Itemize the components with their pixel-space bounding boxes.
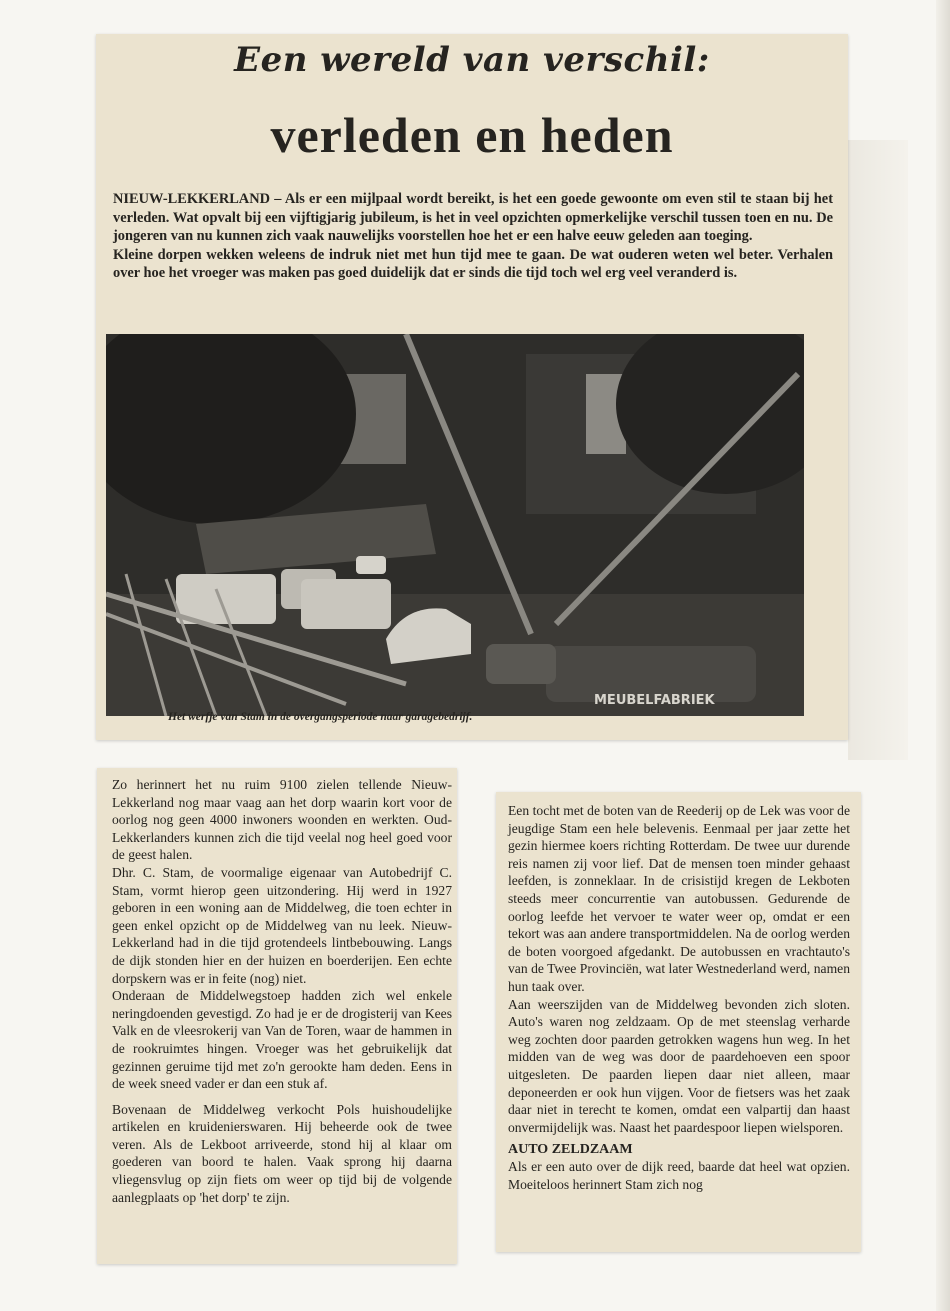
page-edge xyxy=(936,0,950,1311)
lead-paragraph: Kleine dorpen wekken weleens de indruk niet met hun tijd mee te gaan. De wat ouderen weten wel beter. Verhalen over hoe het vroeger was maken pas goed duidelijk dat er sinds die tijd toch wel erg veel veranderd is. xyxy=(113,246,833,281)
body-paragraph: Aan weerszijden van de Middelweg bevonden zich sloten. Auto's waren nog zeldzaam. Op de met steenslag verharde weg zochten door paarden getrokken wagens hun weg. In het midden van de weg was door de paardehoeven een spoor uitgesleten. De paarden liepen daar niet alleen, maar deponeerden er ook hun vijgen. Voor de fietsers was het zaak daar niet in terecht te komen, omdat een valpartij dan haast onvermijdelijk was. Naast het paardespoor liepen wielsporen. xyxy=(508,996,850,1135)
article-lead xyxy=(113,190,833,283)
truck-lettering: MEUBELFABRIEK xyxy=(594,693,715,708)
paragraph-gap xyxy=(112,1093,452,1101)
lead-paragraph: NIEUW-LEKKERLAND – Als er een mijlpaal wordt bereikt, is het een goede gewoonte om even stil te staan bij het verleden. Wat opvalt bij een vijftigjarig jubileum, is het in veel opzichten opmerkelijke verschil tussen toen en nu. De jongeren van nu kunnen zich vaak nauwelijks voorstellen hoe het er een halve eeuw geleden aan toeging. xyxy=(113,191,833,244)
section-subhead: AUTO ZELDZAAM xyxy=(508,1142,633,1158)
body-paragraph: Een tocht met de boten van de Reederij op de Lek was voor de jeugdige Stam een hele belevenis. Eenmaal per jaar zette het gezin hiermee koers richting Rotterdam. De twee uur durende reis namen zij voor lief. Dat de mensen toen minder gehaast leefden, is zonneklaar. In de crisistijd kregen de Lekboten steeds meer concurrentie van autobussen. Gedurende de oorlog leefde het vervoer te water weer op, omdat er een tekort was aan andere transportmiddelen. Na de oorlog werden de boten voorgoed afgedankt. De autobussen en vrachtauto's van de Twee Provinciën, wat later Westnederland werd, namen hun taak over. xyxy=(508,803,850,994)
article-headline: verleden en heden xyxy=(270,107,674,163)
article-photo xyxy=(106,334,804,716)
right-column xyxy=(508,802,850,1193)
photo-caption: Het werfje van Stam in de overgangsperiode naar garagebedrijf. xyxy=(168,711,473,723)
body-paragraph: Onderaan de Middelwegstoep hadden zich wel enkele neringdoenden gevestigd. Zo had je er de drogisterij van Kees Valk en de vleesrokerij van Van de Toren, waar de hammen in de rookruimtes hingen. Vroeger was het gebruikelijk dat gezinnen geruime tijd met zo'n gerookte ham deden. Eens in de week sneed vader er dan een stuk af. xyxy=(112,988,452,1092)
body-paragraph: Dhr. C. Stam, de voormalige eigenaar van Autobedrijf C. Stam, vormt hierop geen uitzondering. Hij werd in 1927 geboren in een woning aan de Middelweg, die toen echter in geen enkel opzicht op de Middelweg van nu leek. Nieuw-Lekkerland had in die tijd grotendeels lintbebouwing. Langs de dijk stonden hier en der huizen en boerderijen. Een echte dorpskern was er in feite (nog) niet. xyxy=(112,864,452,986)
background-clipping-shadow xyxy=(848,140,908,760)
article-kicker: Een wereld van verschil: xyxy=(234,40,710,80)
body-paragraph: Zo herinnert het nu ruim 9100 zielen tellende Nieuw-Lekkerland nog maar vaag aan het dorp waarin kort voor de oorlog nog geen 4000 inwoners woonden en werkten. Oud-Lekkerlanders kunnen zich die tijd veelal nog heel goed voor de geest halen. xyxy=(112,777,452,863)
body-paragraph: Als er een auto over de dijk reed, baarde dat heel wat opzien. Moeiteloos herinnert Stam zich nog xyxy=(508,1159,850,1192)
body-paragraph: Bovenaan de Middelweg verkocht Pols huishoudelijke artikelen en kruidenierswaren. Hij beheerde ook de twee veren. Als de Lekboot arriveerde, stond hij al klaar om goederen van boord te halen. Vaak sprong hij daarna vliegensvlug op zijn fiets om weer op tijd bij de volgende aanlegplaats op 'het dorp' te zijn. xyxy=(112,1101,452,1205)
left-column xyxy=(112,776,452,1206)
